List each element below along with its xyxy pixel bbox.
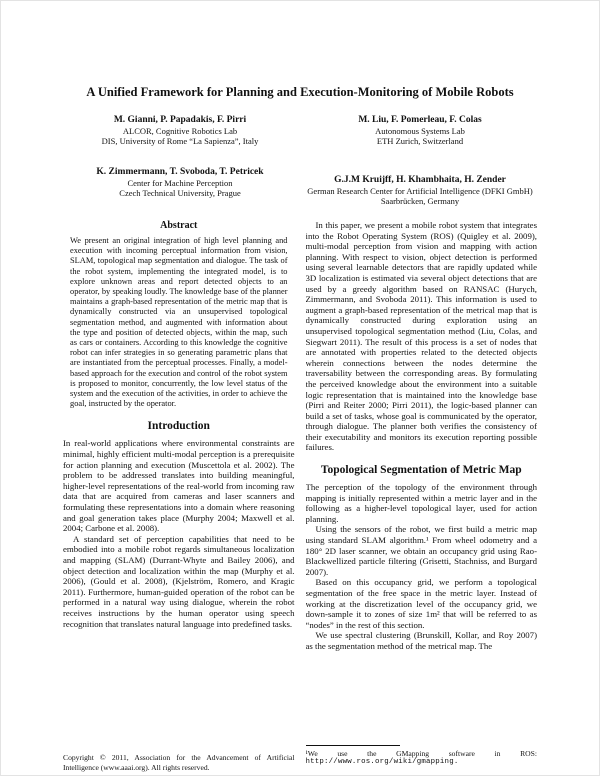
paper-title: A Unified Framework for Planning and Execution-Monitoring of Mobile Robots <box>86 85 514 99</box>
abstract-block <box>63 220 295 409</box>
author-group-rome <box>63 114 297 146</box>
author-names: M. Gianni, P. Papadakis, F. Pirri <box>113 115 247 125</box>
footnote-url-link[interactable]: http://www.ros.org/wiki/gmapping. <box>305 758 459 767</box>
author-names: K. Zimmermann, T. Svoboda, T. Petricek <box>96 167 264 177</box>
copyright-notice: Copyright © 2011, Association for the Advancement of Artificial Intelligence (www.aaai.org). All rights reserved. <box>63 753 295 772</box>
introduction-paragraph-1: In real-world applications where environmental constraints are minimal, highly efficient multi-modal perception is a prerequisite for action planning and execution (Muscettola et al. 2002). The problem to be addressed translates into building meaningful, higher-level representations of the real-world from incoming raw data that are acquired from cameras and laser scanners and formulating these representations into a domain where reasoning and goal generation takes place (Murphy 2004; Maxwell et al. 2004; Carbone et al. 2008). <box>63 438 295 534</box>
author-affiliation: Center for Machine Perception <box>127 178 233 188</box>
author-affiliation: Saarbrücken, Germany <box>380 196 460 206</box>
right-column <box>306 220 538 776</box>
section-heading-topological-segmentation: Topological Segmentation of Metric Map <box>320 464 522 477</box>
section-heading-introduction: Introduction <box>147 420 210 433</box>
authors-block <box>63 114 537 206</box>
author-names: G.J.M Kruijff, H. Khambhaita, H. Zender <box>334 175 506 185</box>
topological-paragraph-3: Based on this occupancy grid, we perform a topological segmentation of the free space in the metric layer. Instead of working at the discretization level of the occupancy grid, we down-sample it to zones of size 1m² that will be referred to as “nodes” in the rest of this section. <box>305 577 537 630</box>
left-column-text <box>63 220 295 742</box>
right-column-text <box>306 220 538 726</box>
author-affiliation: Autonomous Systems Lab <box>375 126 465 136</box>
topological-paragraph-1: The perception of the topology of the environment through mapping is initially represented within a metric layer and in the following as a higher-level topological layer, used for action planning. <box>305 482 537 524</box>
left-column <box>63 220 295 776</box>
topological-paragraph-2: Using the sensors of the robot, we first build a metric map using standard SLAM algorithm.¹ From wheel odometry and a 180° 2D laser scanner, we obtain an occupancy grid using Rao-Blackwellized particle filtering (Grisetti, Stachniss, and Burgard 2007). <box>305 524 537 577</box>
author-group-czech <box>63 166 297 206</box>
author-group-dfki <box>303 174 537 206</box>
introduction-paragraph-2: A standard set of perception capabilities that need to be embodied into a mobile robot regards simultaneous localization and mapping (SLAM) (Durrant-Whyte and Bailey 2006), and object detection and localization within the map (Murphy et al. 2006), (Gould et al. 2008), (Kjelström, Romero, and Kragic 2011). Furthermore, human-guided operation of the robot can be performed in a natural way using dialogue, wherein the robot receives instructions by the human operator using speech recognition that translates natural language into predefined tasks. <box>63 533 295 629</box>
author-affiliation: German Research Center for Artificial Intelligence (DFKI GmbH) <box>307 186 533 196</box>
footnote-rule <box>306 745 400 746</box>
footnote-text: ¹We use the GMapping software in ROS: <box>305 748 537 758</box>
author-affiliation: ALCOR, Cognitive Robotics Lab <box>122 126 238 136</box>
author-affiliation: Czech Technical University, Prague <box>119 188 241 198</box>
author-affiliation: DIS, University of Rome “La Sapienza”, Italy <box>101 136 259 146</box>
intro-continuation-paragraph: In this paper, we present a mobile robot system that integrates into the Robot Operating System (ROS) (Quigley et al. 2009), multi-modal perception from vision and mapping with action planning. With respect to vision, object detection is performed using several learnable detectors that are rapidly updated while 3D localization is estimated via several object detections that are used by a greedy algorithm based on RANSAC (Hurych, Zimmermann, and Svoboda 2011). This information is used to augment a graph-based representation of the metrical map that is dynamically constructed during exploration using an unsupervised topological segmentation method (Liu, Colas, and Siegwart 2011). The result of this process is a set of nodes that are annotated with properties related to the detected objects wherein connections between the nodes determine the traversability between the corresponding areas. By formulating the perceived knowledge about the environment into a suitable logic representation that is maintained into the knowledge base (Pirri and Reiter 2000; Pirri 2011), the logic-based planner can build a set of tasks, whose goal is communicated by the operator, through dialogue. The planner both verifies the consistency of their executability and monitors its execution reporting possible failures. <box>305 220 537 453</box>
two-column-body <box>63 220 537 776</box>
author-names: M. Liu, F. Pomerleau, F. Colas <box>358 115 482 125</box>
author-affiliation: ETH Zurich, Switzerland <box>376 136 464 146</box>
footnote-block <box>306 745 538 768</box>
topological-paragraph-4: We use spectral clustering (Brunskill, Kollar, and Roy 2007) as the segmentation method of the metrical map. The <box>305 630 537 651</box>
abstract-text: We present an original integration of high level planning and execution with incoming perceptual information from vision, SLAM, topological map segmentation and dialogue. The task of the robot system, implementing the integrated model, is to explore unknown areas and report detected objects to an operator, by speaking loudly. The knowledge base of the planner maintains a graph-based representation of the metric map that is dynamically constructed via an unsupervised topological segmentation method, and augmented with information about the type and position of detected objects, within the map, such as cars or containers. According to this knowledge the cognitive robot can infer strategies in so generating parametric plans that are instantiated from the perceptual processes. Finally, a model-based approach for the execution and control of the robot system is proposed to monitor, concurrently, the low level status of the system and the execution of the activities, in order to achieve the goal, instructed by the operator. <box>70 236 288 409</box>
abstract-heading: Abstract <box>160 220 198 231</box>
author-group-eth <box>303 114 537 146</box>
